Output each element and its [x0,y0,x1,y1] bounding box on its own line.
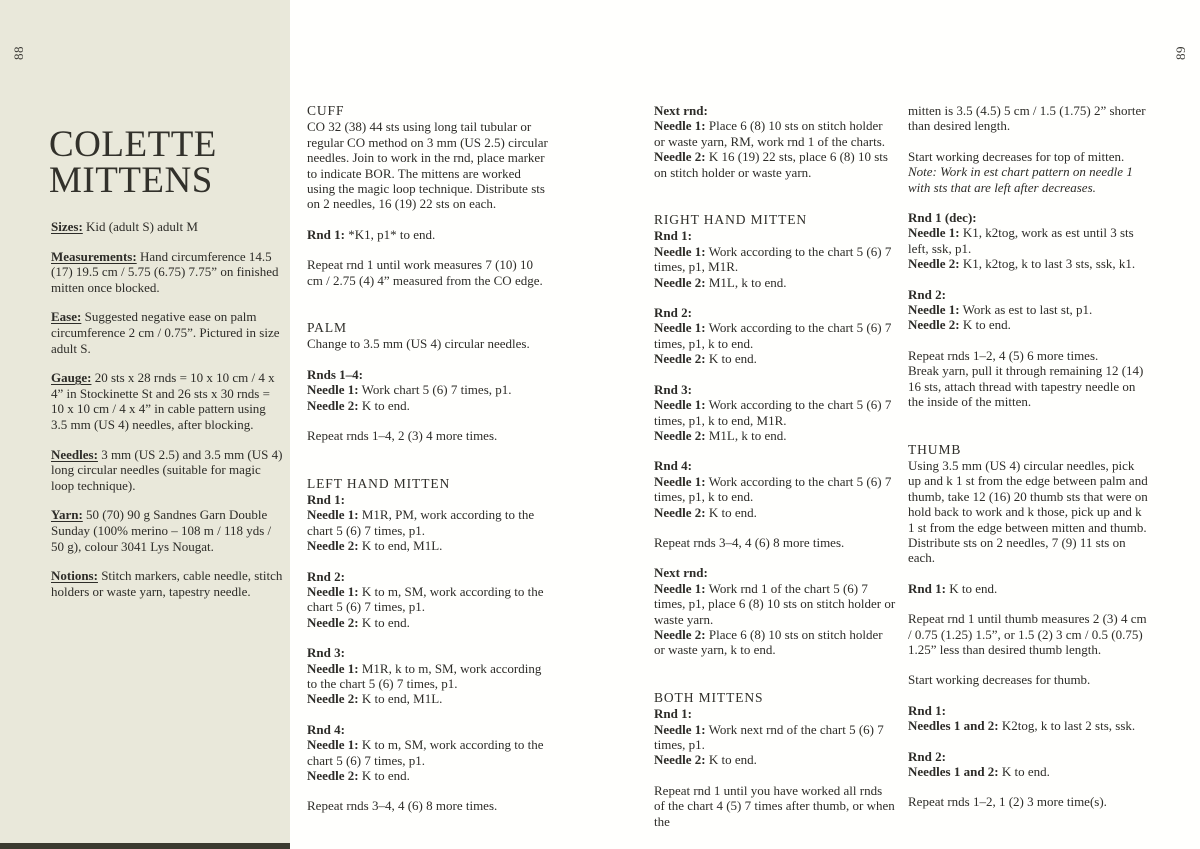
text-run: K1, k2tog, work as est until 3 sts left, ssk, p1. [908,225,1134,256]
text-line [654,722,896,753]
text-line [307,615,549,630]
text-run: K2tog, k to last 2 sts, ssk. [998,718,1136,734]
column-2 [654,103,896,829]
text-line [908,348,1148,363]
text-run: Rnd 1: [654,228,692,244]
text-run: Needle 2: [654,504,706,520]
paragraph [307,428,549,443]
text-line [908,611,1148,657]
text-run: K to end. [358,768,410,783]
text-line [654,118,896,149]
text-run: Needle 2: [908,256,960,272]
text-run: Rnd 2: [654,305,692,321]
text-line [654,103,896,118]
text-line [307,661,549,692]
text-line [307,691,549,706]
text-run: Needle 1: [654,243,706,259]
pattern-info-item: Ease: Suggested negative ease on palm circumference 2 cm / 0.75”. Pictured in size adult S. [51,309,280,356]
text-line [307,382,549,397]
text-run: Needle 2: [654,351,706,367]
text-run: Needle 2: [307,768,359,783]
column-1 [307,103,549,814]
text-run: Work rnd 1 of the chart 5 (6) 7 times, p1, place 6 (8) 10 sts on stitch holder or waste yarn. [654,580,896,627]
text-line [908,718,1148,733]
text-run: Repeat rnds 1–2, 1 (2) 3 more time(s). [908,794,1107,810]
info-label: Measurements: [51,248,137,264]
text-line [307,257,549,288]
text-line [654,228,896,243]
paragraph [654,382,896,444]
text-run: Repeat rnds 3–4, 4 (6) 8 more times. [654,534,845,550]
text-line [908,581,1148,596]
paragraph [654,783,896,829]
text-run: Needle 2: [307,614,359,630]
text-run: Needles 1 and 2: [908,718,999,734]
text-run: Needles 1 and 2: [908,764,999,779]
text-line [307,645,549,660]
text-run: Work according to the chart 5 (6) 7 times, p1, k to end. [654,320,892,351]
text-run: Needle 2: [654,626,706,642]
text-run: Needle 1: [307,507,359,523]
paragraph [908,103,1148,134]
section-heading: CUFF [307,103,345,118]
text-run: Needle 1: [908,302,960,318]
info-label: Sizes: [51,219,83,234]
paragraph [307,227,549,242]
text-run: Needle 1: [654,721,706,737]
text-line [654,505,896,520]
text-run: Repeat rnd 1 until you have worked all rnds of the chart 4 (5) 7 times after thumb, or when the [654,782,895,829]
section-heading: THUMB [908,441,962,457]
text-run: Break yarn, pull it through remaining 12 (14) 16 sts, attach thread with tapestry needle on the inside of the mitten. [908,363,1144,410]
page-title-line1: COLETTE [49,123,217,165]
text-run: Work according to the chart 5 (6) 7 times, p1, k to end. [654,473,892,505]
text-line [908,363,1148,409]
text-run: Needle 1: [908,225,960,241]
text-line [307,584,549,615]
text-run: Repeat rnd 1 until work measures 7 (10) 10 cm / 2.75 (4) 4” measured from the CO edge. [307,257,543,288]
text-run: Start working decreases for thumb. [908,672,1091,688]
page-number-right: 89 [1173,46,1188,60]
text-run: M1R, PM, work according to the chart 5 (6) 7 times, p1. [307,507,535,538]
paragraph [654,706,896,768]
text-run: Rnd 2: [908,748,946,764]
text-run: Work as est to last st, p1. [959,302,1093,318]
text-run: Next rnd: [654,565,708,581]
pattern-info-item: Measurements: Hand circumference 14.5 (17) 19.5 cm / 5.75 (6.75) 7.75” on finished mitten once blocked. [51,248,279,295]
text-line [654,275,896,290]
text-run: M1L, k to end. [705,427,787,443]
paragraph [908,794,1148,809]
paragraph [654,565,896,657]
text-line [654,320,896,351]
text-line [654,149,896,180]
info-label: Notions: [51,568,98,584]
text-run: K to end. [705,752,757,768]
text-line [908,225,1148,256]
pattern-info-item: Needles: 3 mm (US 2.5) and 3.5 mm (US 4) long circular needles (suitable for magic loop technique). [51,446,283,493]
pattern-info-item: Yarn: 50 (70) 90 g Sandnes Garn Double Sunday (100% merino – 108 m / 118 yds / 50 g), colour 3041 Lys Nougat. [51,507,272,554]
text-run: Rnd 1: [307,226,345,242]
text-run: Note: Work in est chart pattern on needle 1 with sts that are left after decreases. [908,164,1133,195]
text-line [307,398,549,413]
pattern-info-list [51,219,283,599]
text-run: Needle 2: [908,317,960,333]
text-run: K to end. [705,504,757,520]
text-line [908,149,1148,195]
text-line [908,458,1148,566]
paragraph [908,348,1148,410]
text-line [307,367,549,382]
text-run: Next rnd: [654,103,708,118]
text-line [654,535,896,550]
paragraph [908,749,1148,780]
text-run: Work chart 5 (6) 7 times, p1. [358,382,512,398]
text-run: Needle 1: [307,660,359,676]
text-run: Needle 2: [307,397,359,413]
text-line [654,581,896,627]
text-run: Rnd 4: [307,721,345,737]
text-line [908,672,1148,687]
text-line [307,798,549,813]
text-run: Needle 2: [307,691,359,707]
text-run: K1, k2tog, k to last 3 sts, ssk, k1. [959,256,1136,272]
text-line [307,538,549,553]
text-run: Rnd 1: [908,580,946,596]
text-run: Change to 3.5 mm (US 4) circular needles. [307,336,530,352]
text-line [908,103,1148,134]
text-run: Rnd 3: [654,381,692,397]
text-run: Needle 1: [654,473,706,489]
text-line [654,706,896,721]
paragraph [908,287,1148,333]
text-run: K to end. [945,580,998,596]
text-line [908,256,1148,271]
text-line [307,227,549,242]
text-line [908,287,1148,302]
pattern-info-item: Sizes: Kid (adult S) adult M [51,219,198,234]
info-label: Needles: [51,446,98,462]
text-line [307,507,549,538]
paragraph [307,257,549,288]
section-heading: PALM [307,320,347,336]
paragraph [654,458,896,520]
paragraph [307,645,549,707]
text-line [654,382,896,397]
text-run: Repeat rnds 1–4, 2 (3) 4 more times. [307,428,498,444]
text-run: Rnd 3: [307,645,345,661]
text-run: Rnd 1: [307,491,345,507]
text-run: K to end. [998,764,1050,779]
text-line [307,428,549,443]
text-run: Needle 1: [307,583,359,599]
text-line [307,336,549,351]
text-line [908,794,1148,809]
paragraph [307,569,549,631]
page-title [49,123,217,201]
text-run: Rnd 2: [307,568,345,584]
paragraph [908,581,1148,596]
paragraph [908,703,1148,734]
text-line [908,749,1148,764]
text-run: Rnd 1 (dec): [908,210,977,226]
text-line [654,397,896,428]
text-run: K to m, SM, work according to the chart 5 (6) 7 times, p1. [307,737,544,768]
text-line [654,783,896,829]
section-heading: RIGHT HAND MITTEN [654,212,808,228]
column-3 [908,103,1148,810]
text-run: Needle 2: [654,752,706,768]
text-run: K to m, SM, work according to the chart 5 (6) 7 times, p1. [307,583,544,615]
text-line [908,210,1148,225]
pattern-info-item: Gauge: 20 sts x 28 rnds = 10 x 10 cm / 4 x 4” in Stockinette St and 26 sts x 30 rnds = 10 x 10 cm / 4 x 4” in cable pattern using 3.5 mm (US 4) needles, after blocking. [51,370,275,432]
text-run: Needle 2: [654,427,706,443]
text-run: Rnd 2: [908,286,946,302]
text-run: Rnd 1: [654,706,692,722]
text-line [307,768,549,783]
text-run: Rnds 1–4: [307,366,363,382]
text-run: M1R, k to m, SM, work according to the chart 5 (6) 7 times, p1. [307,660,542,691]
text-line [307,119,549,211]
text-line [654,565,896,580]
paragraph [908,149,1148,195]
paragraph [908,611,1148,657]
text-run: Needle 1: [307,382,359,398]
text-run: CO 32 (38) 44 sts using long tail tubular or regular CO method on 3 mm (US 2.5) circular needles. Join to work in the rnd, place marker to indicate BOR. The mittens are worked using the magic loop technique. Distribute sts on 2 needles, 16 (19) 22 sts on each. [307,119,548,212]
text-line [654,458,896,473]
text-run: Repeat rnds 3–4, 4 (6) 8 more times. [307,798,498,814]
text-run: Needle 1: [654,320,706,336]
paragraph [908,672,1148,687]
text-line [307,569,549,584]
text-run: Needle 2: [307,538,359,554]
page-number-left: 88 [11,46,26,60]
info-label: Gauge: [51,370,92,386]
paragraph [654,103,896,180]
text-run: mitten is 3.5 (4.5) 5 cm / 1.5 (1.75) 2” shorter than desired length. [908,103,1146,134]
text-run: Work according to the chart 5 (6) 7 times, p1, k to end, M1R. [654,397,892,428]
info-label: Ease: [51,309,82,325]
text-line [654,474,896,505]
text-run: Needle 2: [654,149,706,165]
text-run: Rnd 4: [654,458,692,474]
text-run: Work next rnd of the chart 5 (6) 7 times, p1. [654,721,884,752]
text-run: Start working decreases for top of mitten. [908,148,1125,164]
section-heading: BOTH MITTENS [654,689,764,705]
text-run: M1L, k to end. [705,274,787,290]
text-line [908,317,1148,332]
paragraph [908,458,1148,566]
paragraph [654,305,896,367]
paragraph [307,492,549,554]
text-line [654,351,896,366]
text-run: K to end. [358,397,410,413]
text-line [654,244,896,275]
paragraph [307,119,549,211]
paragraph [908,210,1148,272]
text-line [654,305,896,320]
text-run: Repeat rnd 1 until thumb measures 2 (3) 4 cm / 0.75 (1.25) 1.5”, or 1.5 (2) 3 cm / 0.5 (0.75) 1.25” less than desired thumb length. [908,611,1147,657]
text-run: Needle 2: [654,274,706,290]
text-run: Place 6 (8) 10 sts on stitch holder or waste yarn, k to end. [654,626,883,658]
sidebar [0,0,290,849]
info-label: Yarn: [51,507,83,523]
text-run: Needle 1: [654,397,706,413]
text-run: K 16 (19) 22 sts, place 6 (8) 10 sts on stitch holder or waste yarn. [654,149,888,180]
text-line [307,492,549,507]
text-line [654,428,896,443]
text-run: Place 6 (8) 10 sts on stitch holder or waste yarn, RM, work rnd 1 of the charts. [654,118,886,149]
text-run: K to end, M1L. [358,538,443,554]
paragraph [307,367,549,413]
text-run: K to end, M1L. [358,691,443,707]
text-run: K to end. [358,614,410,630]
section-heading: LEFT HAND MITTEN [307,475,451,491]
text-line [307,722,549,737]
text-line [908,302,1148,317]
page-edge-strip [0,843,290,849]
paragraph [307,798,549,813]
text-line [908,703,1148,718]
text-run: Using 3.5 mm (US 4) circular needles, pick up and k 1 st from the edge between palm and thumb, take 12 (16) 20 thumb sts that were on hold back to work and k those, pick up and k 1 st from the edge between mitten and thumb. Distribute sts on 2 needles, 7 (9) 11 sts on each. [908,457,1148,566]
text-run: Needle 1: [307,737,359,753]
page-title-line2: MITTENS [49,159,213,201]
text-run: Rnd 1: [908,702,946,718]
text-run: K to end. [959,317,1011,333]
paragraph [307,722,549,784]
text-run: Repeat rnds 1–2, 4 (5) 6 more times. [908,347,1099,363]
text-line [654,627,896,658]
text-run: Needle 1: [654,580,706,596]
paragraph [654,228,896,290]
text-run: *K1, p1* to end. [344,226,436,242]
text-run: Needle 1: [654,118,706,134]
text-line [908,764,1148,779]
paragraph [654,535,896,550]
text-line [307,737,549,768]
paragraph [307,336,549,351]
pattern-info-item: Notions: Stitch markers, cable needle, stitch holders or waste yarn, tapestry needle. [51,568,283,599]
text-run: Work according to the chart 5 (6) 7 times, p1, M1R. [654,243,892,275]
text-line [654,752,896,767]
text-run: K to end. [705,351,757,367]
